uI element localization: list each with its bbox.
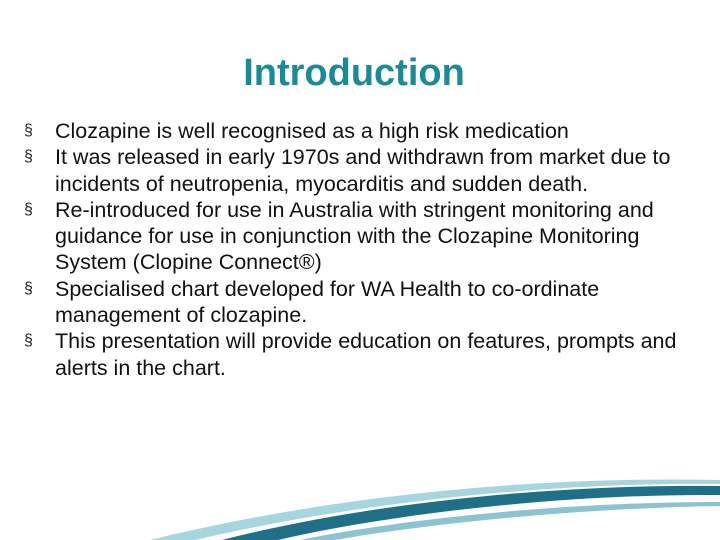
bullet-marker-icon: §: [24, 200, 33, 218]
bullet-text: Specialised chart developed for WA Health to co-ordinate management of clozapine.: [55, 276, 600, 328]
decorative-swoosh: [0, 460, 720, 540]
bullet-marker-icon: §: [24, 148, 33, 166]
bullet-marker-icon: §: [24, 122, 33, 139]
bullet-text: Clozapine is well recognised as a high risk medication: [55, 119, 569, 143]
slide-title: Introduction: [243, 52, 465, 94]
bullet-item: [24, 144, 704, 197]
bullet-item: [24, 328, 704, 381]
bullet-item: [24, 197, 704, 276]
bullet-marker-icon: §: [24, 279, 33, 297]
bullet-text: This presentation will provide education on features, prompts and alerts in the chart.: [55, 329, 677, 380]
bullet-item: [24, 276, 704, 329]
bullet-text: It was released in early 1970s and withdrawn from market due to incidents of neutropenia, myocarditis and sudden death.: [55, 145, 671, 196]
bullet-item: [24, 118, 704, 144]
bullet-list: [24, 118, 704, 381]
bullet-marker-icon: §: [24, 332, 33, 350]
bullet-text: Re-introduced for use in Australia with stringent monitoring and guidance for use in conjunction with the Clozapine Monitoring System (Clopine Connect®): [55, 197, 654, 275]
